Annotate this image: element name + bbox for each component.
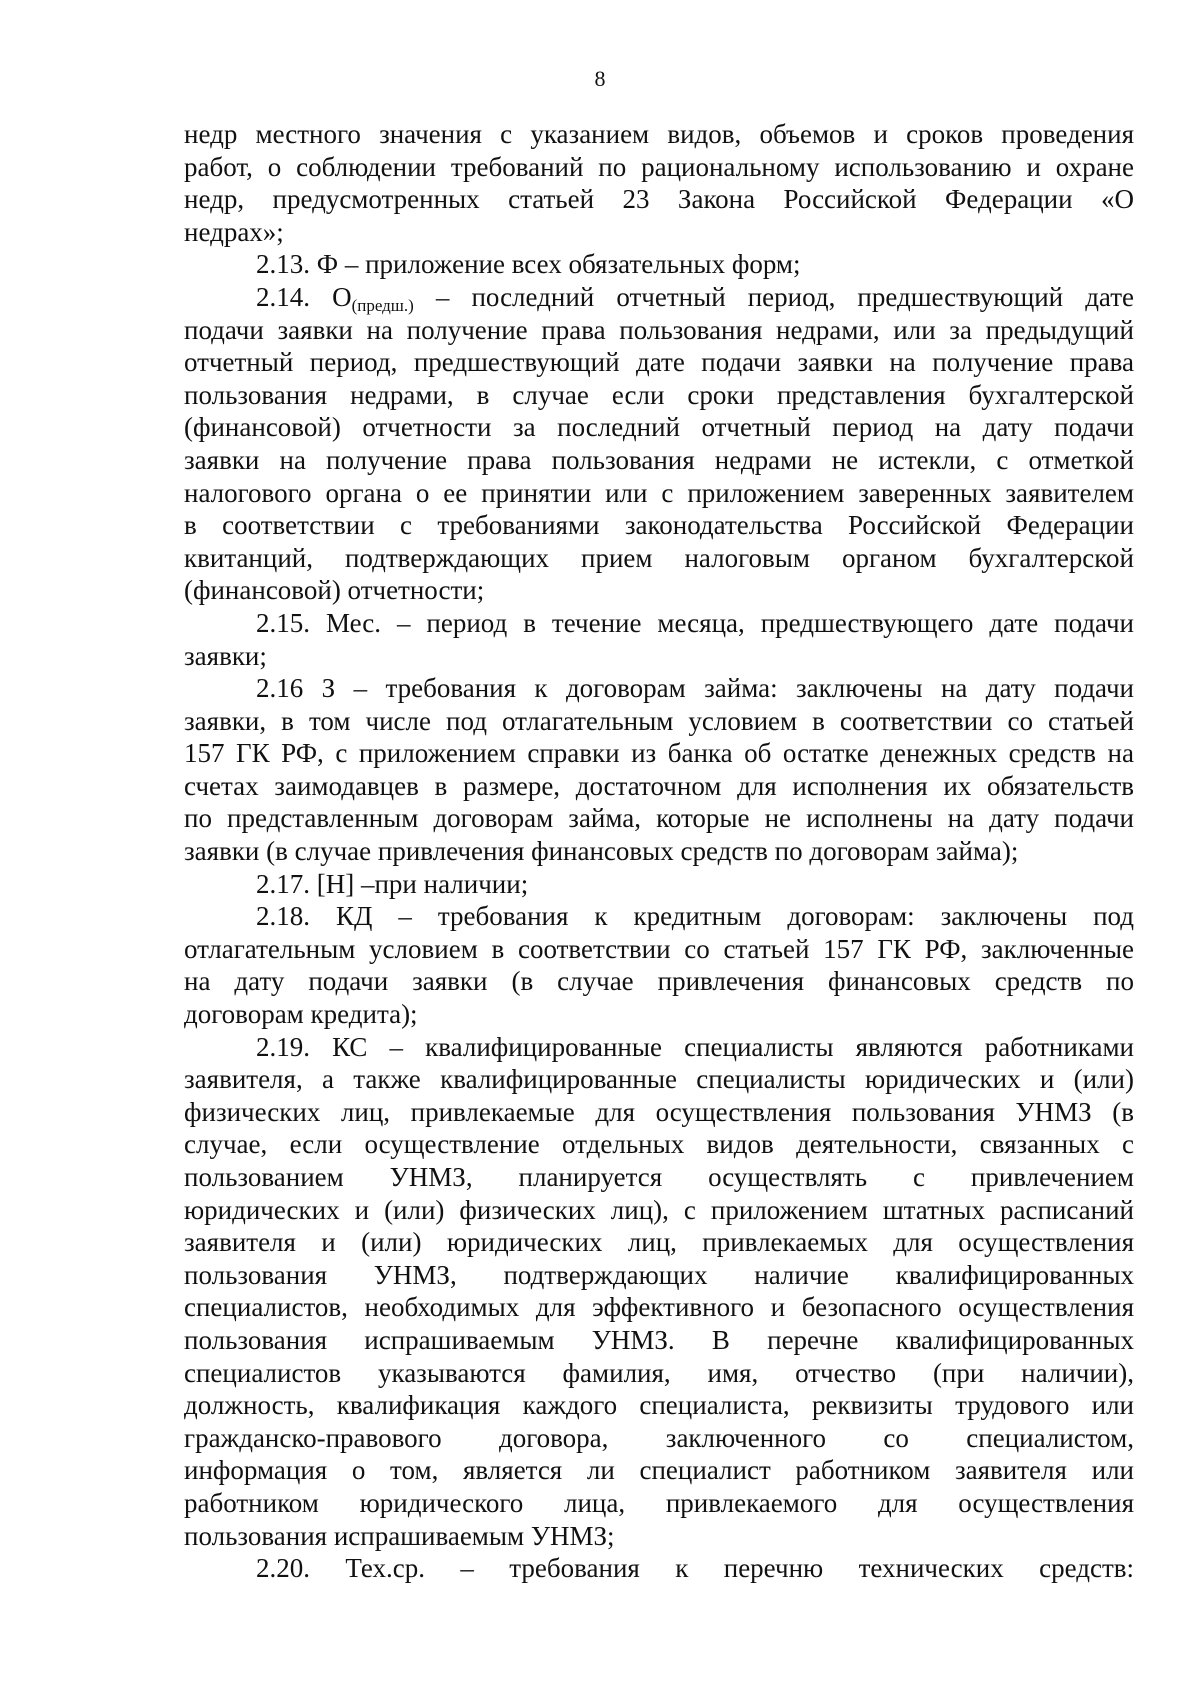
text-line: на дату подачи заявки (в случае привлечения финансовых средств по xyxy=(184,966,1134,997)
item-2-16: 2.16 З – требования к договорам займа: заключены на дату подачи xyxy=(256,673,1134,704)
text-line: недр местного значения с указанием видов, объемов и сроков проведения xyxy=(184,119,1134,149)
text-line: должность, квалификация каждого специалиста, реквизиты трудового или xyxy=(184,1390,1134,1421)
text-line: пользования недрами, в случае если сроки представления бухгалтерской xyxy=(184,379,1134,410)
item-2-14 xyxy=(184,281,1134,314)
text-line: договорам кредита); xyxy=(184,999,418,1030)
text-line: (финансовой) отчетности; xyxy=(184,575,485,606)
text-line: специалистов указываются фамилия, имя, отчество (при наличии), xyxy=(184,1357,1134,1388)
item-2-14-subscript: (предш.) xyxy=(351,295,414,315)
text-line: пользованием УНМЗ, планируется осуществлять с привлечением xyxy=(184,1162,1134,1192)
text-line: заявителя, а также квалифицированные специалисты юридических и (или) xyxy=(184,1064,1134,1095)
text-line: по представленным договорам займа, которые не исполнены на дату подачи xyxy=(184,803,1134,834)
item-2-17: 2.17. [Н] –при наличии; xyxy=(256,868,529,899)
item-2-19: 2.19. КС – квалифицированные специалисты являются работниками xyxy=(256,1031,1134,1062)
text-line: заявки (в случае привлечения финансовых средств по договорам займа); xyxy=(184,836,1019,867)
text-line: физических лиц, привлекаемые для осуществления пользования УНМЗ (в xyxy=(184,1096,1134,1127)
text-line: пользования УНМЗ, подтверждающих наличие квалифицированных xyxy=(184,1259,1134,1290)
text-line: 157 ГК РФ, с приложением справки из банка об остатке денежных средств на xyxy=(184,738,1134,769)
text-line: работ, о соблюдении требований по рациональному использованию и охране xyxy=(184,151,1134,182)
text-line: заявителя и (или) юридических лиц, привлекаемых для осуществления xyxy=(184,1227,1134,1258)
text-line: отчетный период, предшествующий дате подачи заявки на получение права xyxy=(184,347,1134,378)
text-line: счетах заимодавцев в размере, достаточном для исполнения их обязательств xyxy=(184,770,1134,801)
document-body xyxy=(184,118,1134,1585)
item-2-18: 2.18. КД – требования к кредитным договорам: заключены под xyxy=(256,901,1134,932)
item-2-14-lead: 2.14. О xyxy=(256,281,352,312)
text-line: в соответствии с требованиями законодательства Российской Федерации xyxy=(184,510,1134,541)
text-line: (финансовой) отчетности за последний отчетный период на дату подачи xyxy=(184,412,1134,443)
item-2-14-rest: – последний отчетный период, предшествующий дате xyxy=(413,281,1135,312)
text-line: специалистов, необходимых для эффективного и безопасного осуществления xyxy=(184,1292,1134,1323)
text-line: недр, предусмотренных статьей 23 Закона Российской Федерации «О xyxy=(184,184,1134,215)
text-line: заявки; xyxy=(184,640,267,671)
text-line: случае, если осуществление отдельных видов деятельности, связанных с xyxy=(184,1129,1134,1160)
text-line: пользования испрашиваемым УНМЗ; xyxy=(184,1520,615,1551)
text-line: квитанций, подтверждающих прием налоговым органом бухгалтерской xyxy=(184,542,1134,573)
text-line: заявки, в том числе под отлагательным условием в соответствии со статьей xyxy=(184,705,1134,736)
text-line: отлагательным условием в соответствии со статьей 157 ГК РФ, заключенные xyxy=(184,933,1134,964)
text-line: недрах»; xyxy=(184,216,284,247)
item-2-15: 2.15. Мес. – период в течение месяца, предшествующего дате подачи xyxy=(256,607,1134,638)
item-2-20: 2.20. Тех.ср. – требования к перечню технических средств: xyxy=(256,1553,1134,1584)
text-line: заявки на получение права пользования недрами не истекли, с отметкой xyxy=(184,444,1134,475)
text-line: пользования испрашиваемым УНМЗ. В перечне квалифицированных xyxy=(184,1324,1134,1355)
page-number: 8 xyxy=(594,66,606,91)
text-line: подачи заявки на получение права пользования недрами, или за предыдущий xyxy=(184,314,1134,345)
text-line: налогового органа о ее принятии или с приложением заверенных заявителем xyxy=(184,477,1134,508)
item-2-13: 2.13. Ф – приложение всех обязательных форм; xyxy=(256,249,801,280)
text-line: работником юридического лица, привлекаемого для осуществления xyxy=(184,1487,1134,1518)
text-line: юридических и (или) физических лиц), с приложением штатных расписаний xyxy=(184,1194,1134,1225)
text-line: гражданско-правового договора, заключенного со специалистом, xyxy=(184,1422,1134,1453)
text-line: информация о том, является ли специалист работником заявителя или xyxy=(184,1455,1134,1486)
